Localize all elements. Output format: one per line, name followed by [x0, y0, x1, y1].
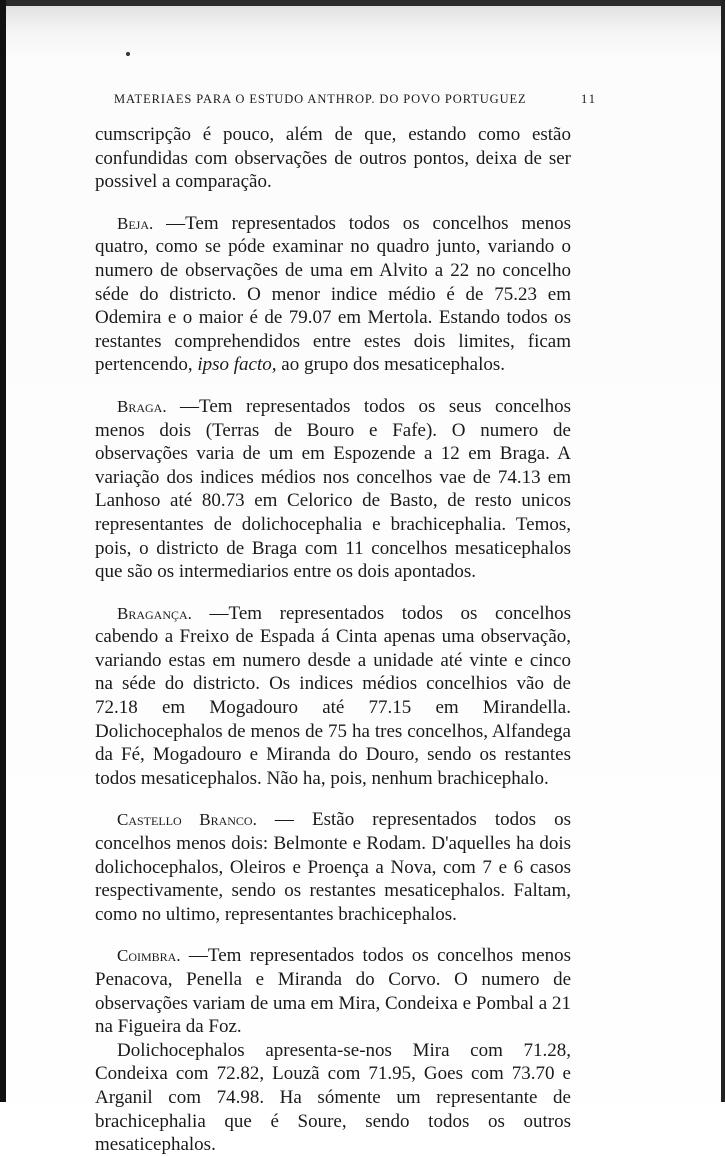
page-body [95, 123, 571, 1157]
scan-border-right [721, 0, 725, 1102]
paragraph-coimbra [95, 944, 571, 1038]
paragraph-coimbra-continued: Dolichocephalos apresenta-se-nos Mira com 71.28, Condeixa com 72.82, Louzã com 71.95, Goes com 73.70 e Arganil com 74.98. Ha sómente um representante de brachicephalia que é Soure, sendo todos os outros mesaticephalos. [95, 1039, 571, 1156]
paragraph-beja [95, 212, 571, 377]
coimbra-text: —Tem representados todos os concelhos menos Penacova, Penella e Miranda do Corvo. O numero de observações variam de uma em Mira, Condeixa e Pombal a 21 na Figueira da Foz. [95, 945, 571, 1038]
running-title: MATERIAES PARA O ESTUDO ANTHROP. DO POVO PORTUGUEZ [114, 92, 527, 106]
district-name-beja: Beja. [117, 213, 154, 233]
scan-border-top [0, 0, 725, 6]
braga-text: —Tem representados todos os seus concelhos menos dois (Terras de Bouro e Fafe). O numero de observações varia de um em Espozende a 12 em Braga. A variação dos indices médios nos concelhos vae de 74.13 em Lanhoso até 80.73 em Celorico de Basto, de resto unicos representantes de dolichocephalia e brachicephalia. Temos, pois, o districto de Braga com 11 concelhos mesaticephalos que são os intermediarios entre os dois apontados. [95, 395, 571, 583]
scan-border-left [0, 0, 6, 1102]
district-name-braganca: Bragança. [117, 603, 192, 623]
braganca-text: —Tem representados todos os concelhos cabendo a Freixo de Espada á Cinta apenas uma observação, variando estas em numero desde a unidade até vinte e cinco na séde do districto. Os indices médios concelhios vão de 72.18 em Mogadouro até 77.15 em Mirandella. Dolichocephalos de menos de 75 ha tres concelhos, Alfandega da Fé, Mogadouro e Miranda do Douro, sendo os restantes todos mesaticephalos. Não ha, pois, nenhum brachicephalo. [95, 602, 571, 789]
page-number: 11 [580, 92, 597, 106]
district-name-castello-branco: Castello Branco. [117, 810, 257, 830]
beja-text-a: —Tem representados todos os concelhos menos quatro, como se póde examinar no quadro junto, variando o numero de observações de uma em Alvito a 22 no concelho séde do districto. O menor indice médio é de 75.23 em Odemira e o maior é de 79.07 em Mertola. Estando todos os restantes comprehendidos entre estes dois limites, ficam pertencendo, [95, 212, 571, 376]
paragraph-braganca [95, 602, 571, 791]
ink-speck [126, 52, 130, 56]
beja-italic-phrase: ipso facto, [197, 354, 277, 376]
paragraph-castello-branco [95, 808, 571, 926]
castello-branco-text: — Estão representados todos os concelhos menos dois: Belmonte e Rodam. D'aquelles ha dois dolichocephalos, Oleiros e Proença a Nova, com 7 e 6 casos respectivamente, sendo os restantes mesaticephalos. Faltam, como no ultimo, representantes brachicephalos. [95, 809, 571, 925]
paragraph-braga [95, 395, 571, 584]
paragraph-intro: cumscripção é pouco, além de que, estando como estão confundidas com observações de outros pontos, deixa de ser possivel a comparação. [95, 124, 571, 193]
district-name-coimbra: Coimbra. [117, 946, 181, 966]
running-header [114, 92, 597, 107]
beja-text-b: ao grupo dos mesaticephalos. [276, 354, 505, 376]
district-name-braga: Braga. [117, 396, 167, 416]
